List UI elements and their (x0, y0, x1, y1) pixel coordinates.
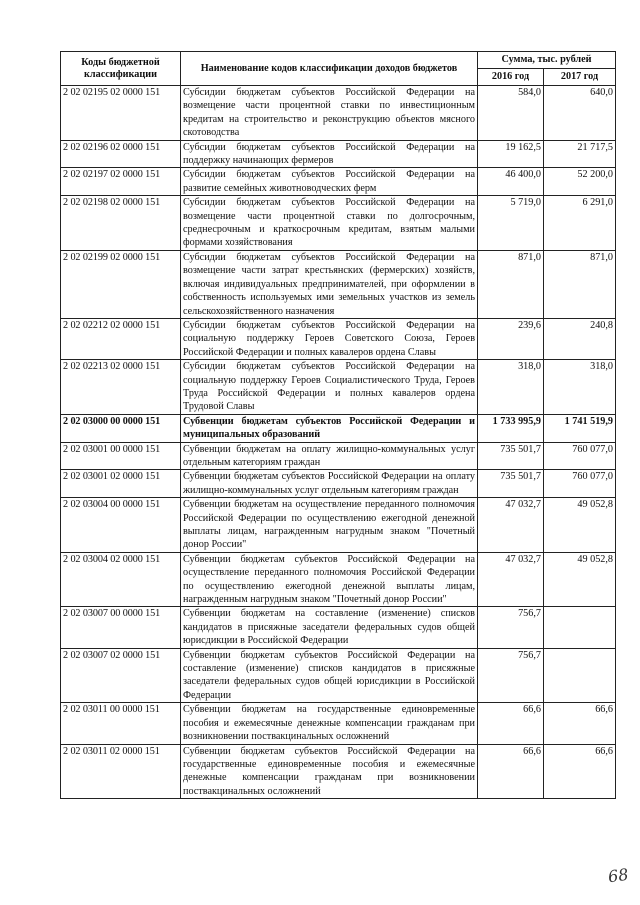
row-name: Субсидии бюджетам субъектов Российской Федерации на возмещение части процентной ставки по долгосрочным, среднесрочным и краткосрочным кредитам, взятым малыми формами хозяйствования (181, 196, 478, 251)
row-value-2017: 66,6 (544, 744, 616, 799)
row-name: Субсидии бюджетам субъектов Российской Федерации на социальную поддержку Героев Социалистического Труда, Героев Труда Российской Федерации и полных кавалеров ордена Трудовой Славы (181, 360, 478, 415)
row-code: 2 02 02199 02 0000 151 (61, 250, 181, 318)
row-value-2017: 6 291,0 (544, 196, 616, 251)
row-code: 2 02 03007 02 0000 151 (61, 648, 181, 703)
row-name: Субсидии бюджетам субъектов Российской Федерации на поддержку начинающих фермеров (181, 140, 478, 168)
table-row (61, 360, 616, 415)
row-value-2017 (544, 648, 616, 703)
header-year-2016: 2016 год (478, 69, 544, 86)
table-row (61, 86, 616, 141)
row-value-2016: 19 162,5 (478, 140, 544, 168)
row-name: Субвенции бюджетам на государственные единовременные пособия и ежемесячные денежные компенсации гражданам при возникновении поствакцинальных осложнений (181, 703, 478, 744)
row-value-2016: 871,0 (478, 250, 544, 318)
table-row (61, 168, 616, 196)
row-code: 2 02 03011 00 0000 151 (61, 703, 181, 744)
row-name: Субвенции бюджетам субъектов Российской Федерации на государственные единовременные пособия и ежемесячные денежные компенсации гражданам при возникновении поствакцинальных осложнений (181, 744, 478, 799)
row-value-2016: 735 501,7 (478, 442, 544, 470)
row-value-2016: 66,6 (478, 744, 544, 799)
row-name: Субсидии бюджетам субъектов Российской Федерации на возмещение части процентной ставки по инвестиционным кредитам на строительство и реконструкцию объектов мясного скотоводства (181, 86, 478, 141)
row-value-2016: 756,7 (478, 648, 544, 703)
row-value-2016: 5 719,0 (478, 196, 544, 251)
row-code: 2 02 03004 00 0000 151 (61, 498, 181, 553)
row-value-2016: 47 032,7 (478, 498, 544, 553)
row-code: 2 02 03001 00 0000 151 (61, 442, 181, 470)
table-row (61, 552, 616, 607)
row-value-2017: 52 200,0 (544, 168, 616, 196)
row-value-2017 (544, 607, 616, 648)
table-body (61, 86, 616, 799)
header-code: Коды бюджетной классификации (61, 52, 181, 86)
row-code: 2 02 02198 02 0000 151 (61, 196, 181, 251)
row-name: Субвенции бюджетам субъектов Российской Федерации на оплату жилищно-коммунальных услуг отдельным категориям граждан (181, 470, 478, 498)
row-value-2016: 756,7 (478, 607, 544, 648)
row-name: Субвенции бюджетам субъектов Российской Федерации и муниципальных образований (181, 414, 478, 442)
row-value-2016: 46 400,0 (478, 168, 544, 196)
page-number: 68 (606, 864, 630, 887)
budget-revenue-table (60, 51, 616, 799)
row-name: Субсидии бюджетам субъектов Российской Федерации на социальную поддержку Героев Советского Союза, Героев Российской Федерации и полных кавалеров ордена Славы (181, 318, 478, 359)
row-code: 2 02 03000 00 0000 151 (61, 414, 181, 442)
table-row (61, 744, 616, 799)
table-row (61, 140, 616, 168)
row-code: 2 02 02195 02 0000 151 (61, 86, 181, 141)
row-value-2017: 760 077,0 (544, 470, 616, 498)
table-row (61, 442, 616, 470)
row-value-2017: 760 077,0 (544, 442, 616, 470)
header-year-2017: 2017 год (544, 69, 616, 86)
row-value-2017: 640,0 (544, 86, 616, 141)
table-row (61, 703, 616, 744)
row-code: 2 02 02213 02 0000 151 (61, 360, 181, 415)
row-name: Субвенции бюджетам на осуществление переданного полномочия Российской Федерации по осуществлению ежегодной денежной выплаты лицам, награжденным нагрудным знаком "Почетный донор России" (181, 498, 478, 553)
table-row (61, 318, 616, 359)
row-name: Субвенции бюджетам субъектов Российской Федерации на осуществление переданного полномочия Российской Федерации по осуществлению ежегодной денежной выплаты лицам, награжденным нагрудным знаком "Почетный донор России" (181, 552, 478, 607)
row-name: Субвенции бюджетам на составление (изменение) списков кандидатов в присяжные заседатели федеральных судов общей юрисдикции в Российской Федерации (181, 607, 478, 648)
row-code: 2 02 02196 02 0000 151 (61, 140, 181, 168)
table-row (61, 607, 616, 648)
table-row (61, 196, 616, 251)
row-name: Субвенции бюджетам на оплату жилищно-коммунальных услуг отдельным категориям граждан (181, 442, 478, 470)
row-value-2017: 318,0 (544, 360, 616, 415)
row-value-2016: 584,0 (478, 86, 544, 141)
row-value-2016: 318,0 (478, 360, 544, 415)
row-value-2017: 66,6 (544, 703, 616, 744)
header-name: Наименование кодов классификации доходов бюджетов (181, 52, 478, 86)
table-row (61, 470, 616, 498)
row-value-2016: 735 501,7 (478, 470, 544, 498)
row-value-2017: 21 717,5 (544, 140, 616, 168)
table-row (61, 498, 616, 553)
row-name: Субсидии бюджетам субъектов Российской Федерации на возмещение части затрат крестьянских (фермерских) хозяйств, включая индивидуальных предпринимателей, при оформлении в собственность используемых ими земельных участков из земель сельскохозяйственного назначения (181, 250, 478, 318)
row-value-2016: 66,6 (478, 703, 544, 744)
document-page (60, 51, 615, 799)
table-row (61, 414, 616, 442)
row-code: 2 02 02197 02 0000 151 (61, 168, 181, 196)
row-code: 2 02 02212 02 0000 151 (61, 318, 181, 359)
row-code: 2 02 03004 02 0000 151 (61, 552, 181, 607)
row-code: 2 02 03001 02 0000 151 (61, 470, 181, 498)
row-value-2017: 1 741 519,9 (544, 414, 616, 442)
row-code: 2 02 03007 00 0000 151 (61, 607, 181, 648)
table-row (61, 648, 616, 703)
row-value-2017: 49 052,8 (544, 552, 616, 607)
row-name: Субсидии бюджетам субъектов Российской Федерации на развитие семейных животноводческих ферм (181, 168, 478, 196)
row-value-2016: 1 733 995,9 (478, 414, 544, 442)
row-value-2017: 240,8 (544, 318, 616, 359)
row-value-2017: 49 052,8 (544, 498, 616, 553)
row-value-2016: 47 032,7 (478, 552, 544, 607)
row-name: Субвенции бюджетам субъектов Российской Федерации на составление (изменение) списков кандидатов в присяжные заседатели федеральных судов общей юрисдикции в Российской Федерации (181, 648, 478, 703)
header-sum: Сумма, тыс. рублей (478, 52, 616, 69)
row-code: 2 02 03011 02 0000 151 (61, 744, 181, 799)
row-value-2016: 239,6 (478, 318, 544, 359)
table-row (61, 250, 616, 318)
row-value-2017: 871,0 (544, 250, 616, 318)
